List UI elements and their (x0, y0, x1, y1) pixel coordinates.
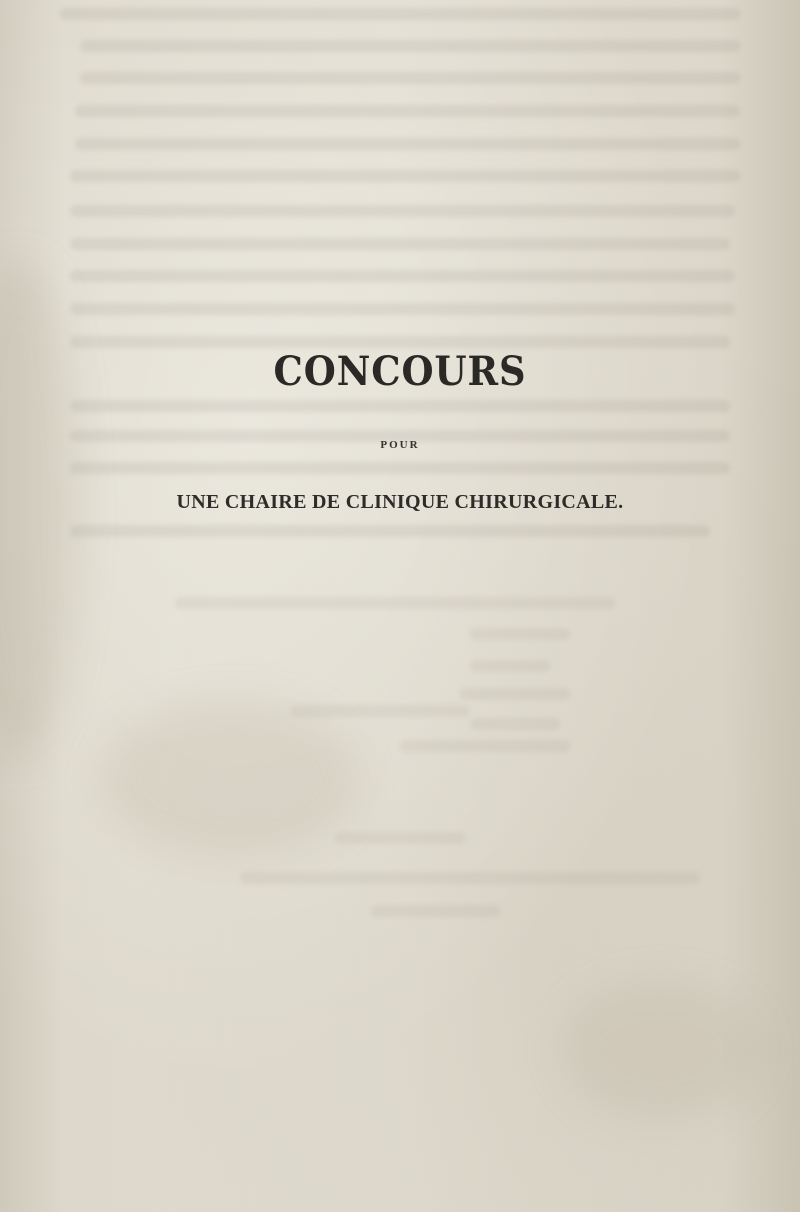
bleed-through-mark (70, 525, 710, 537)
bleed-through-mark (470, 718, 560, 730)
bleed-through-mark (370, 905, 500, 917)
bleed-through-mark (470, 660, 550, 672)
bleed-through-mark (70, 303, 735, 315)
bleed-through-mark (75, 105, 740, 117)
bleed-through-mark (470, 628, 570, 640)
bleed-through-mark (335, 832, 465, 844)
paper-stain (100, 700, 360, 860)
bleed-through-mark (70, 238, 730, 250)
preposition-line: POUR (380, 439, 420, 451)
bleed-through-mark (70, 462, 730, 474)
page-subtitle: UNE CHAIRE DE CLINIQUE CHIRURGICALE. (176, 491, 624, 513)
bleed-through-mark (80, 72, 740, 84)
bleed-through-mark (290, 705, 470, 717)
bleed-through-mark (70, 270, 735, 282)
bleed-through-mark (60, 8, 740, 20)
bleed-through-mark (460, 688, 570, 700)
bleed-through-mark (240, 872, 700, 884)
page-title: CONCOURS (273, 348, 527, 395)
bleed-through-mark (70, 400, 730, 412)
bleed-through-mark (70, 205, 735, 217)
bleed-through-mark (400, 740, 570, 752)
paper-stain (560, 980, 760, 1120)
bleed-through-mark (80, 40, 740, 52)
bleed-through-mark (175, 597, 615, 609)
bleed-through-mark (75, 138, 740, 150)
bleed-through-mark (70, 170, 740, 182)
